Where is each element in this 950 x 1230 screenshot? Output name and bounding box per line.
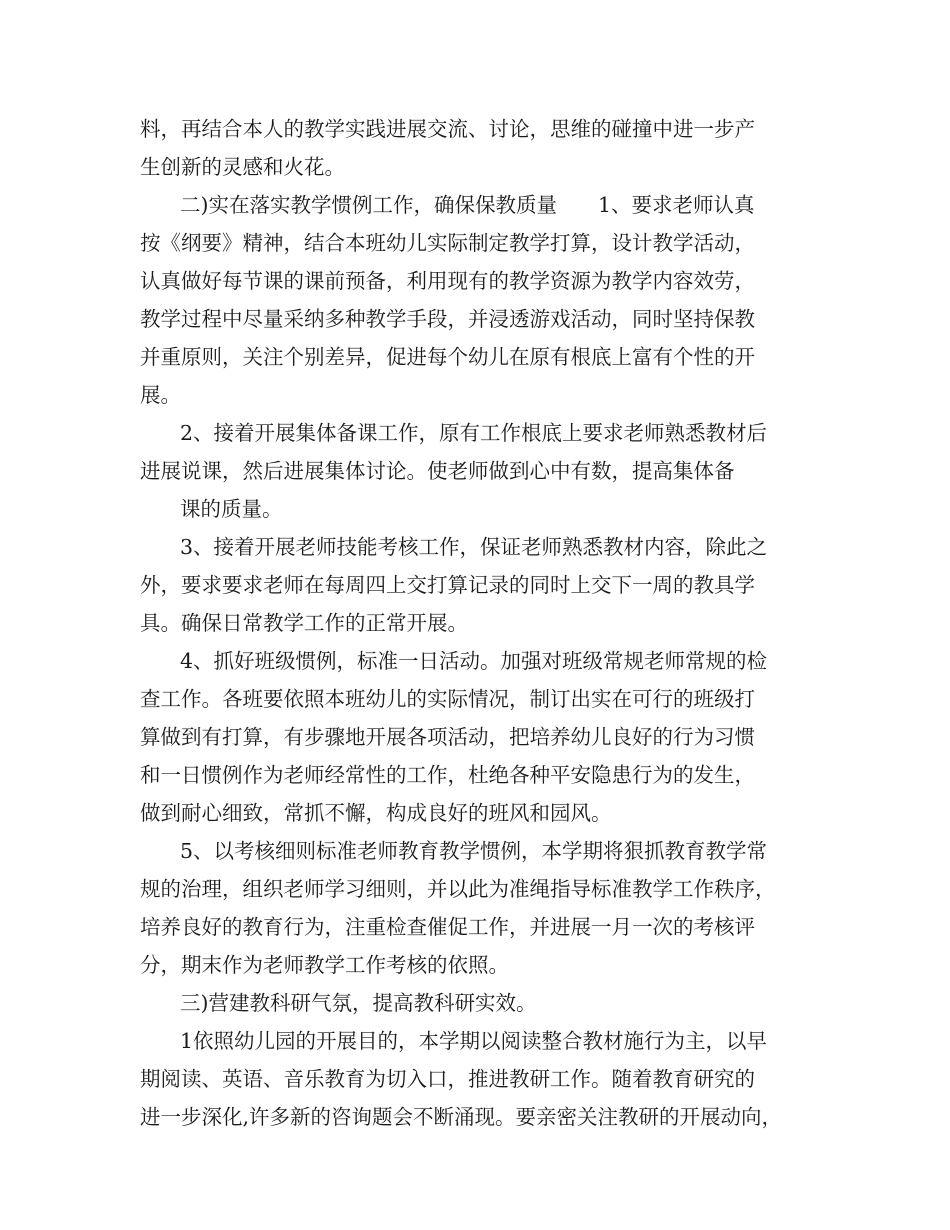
text-line: 二)实在落实教学惯例工作，确保保教质量 1、要求老师认真 [180, 193, 755, 217]
text-line: 4、抓好班级惯例，标准一日活动。加强对班级常规老师常规的检 [180, 649, 768, 673]
text-line: 教学过程中尽量采纳多种教学手段，并浸透游戏活动，同时坚持保教 [140, 307, 755, 331]
text-line: 进展说课，然后进展集体讨论。使老师做到心中有数，提高集体备 [140, 459, 735, 483]
text-line: 料，再结合本人的教学实践进展交流、讨论，思维的碰撞中进一步产 [140, 117, 755, 141]
text-line: 规的治理，组织老师学习细则，并以此为准绳指导标准教学工作秩序， [140, 877, 776, 901]
text-line: 课的质量。 [180, 497, 283, 521]
text-line: 期阅读、英语、音乐教育为切入口，推进教研工作。随着教育研究的 [140, 1067, 755, 1091]
text-line: 3、接着开展老师技能考核工作，保证老师熟悉教材内容，除此之 [180, 535, 768, 559]
text-line: 1依照幼儿园的开展目的，本学期以阅读整合教材施行为主，以早 [180, 1029, 768, 1053]
text-line: 生创新的灵感和火花。 [140, 155, 345, 179]
text-line: 外，要求要求老师在每周四上交打算记录的同时上交下一周的教具学 [140, 573, 755, 597]
text-line: 做到耐心细致，常抓不懈，构成良好的班风和园风。 [140, 801, 612, 825]
text-line: 培养良好的教育行为，注重检查催促工作，并进展一月一次的考核评 [140, 915, 755, 939]
text-line: 按《纲要》精神，结合本班幼儿实际制定教学打算，设计教学活动， [140, 231, 755, 255]
text-line: 和一日惯例作为老师经常性的工作，杜绝各种平安隐患行为的发生， [140, 763, 755, 787]
text-line: 查工作。各班要依照本班幼儿的实际情况，制订出实在可行的班级打 [140, 687, 755, 711]
text-line: 2、接着开展集体备课工作，原有工作根底上要求老师熟悉教材后 [180, 421, 768, 445]
text-line: 分，期末作为老师教学工作考核的依照。 [140, 953, 509, 977]
text-line: 认真做好每节课的课前预备，利用现有的教学资源为教学内容效劳， [140, 269, 755, 293]
text-line: 具。确保日常教学工作的正常开展。 [140, 611, 468, 635]
text-line: 并重原则，关注个别差异，促进每个幼儿在原有根底上富有个性的开 [140, 345, 755, 369]
section-heading: 三)营建教科研气氛，提高教科研实效。 [180, 991, 537, 1015]
text-line: 进一步深化,许多新的咨询题会不断涌现。要亲密关注教研的开展动向， [140, 1105, 783, 1129]
text-line: 5、以考核细则标准老师教育教学惯例，本学期将狠抓教育教学常 [180, 839, 768, 863]
text-line: 展。 [140, 383, 181, 407]
text-line: 算做到有打算，有步骤地开展各项活动，把培养幼儿良好的行为习惯 [140, 725, 755, 749]
